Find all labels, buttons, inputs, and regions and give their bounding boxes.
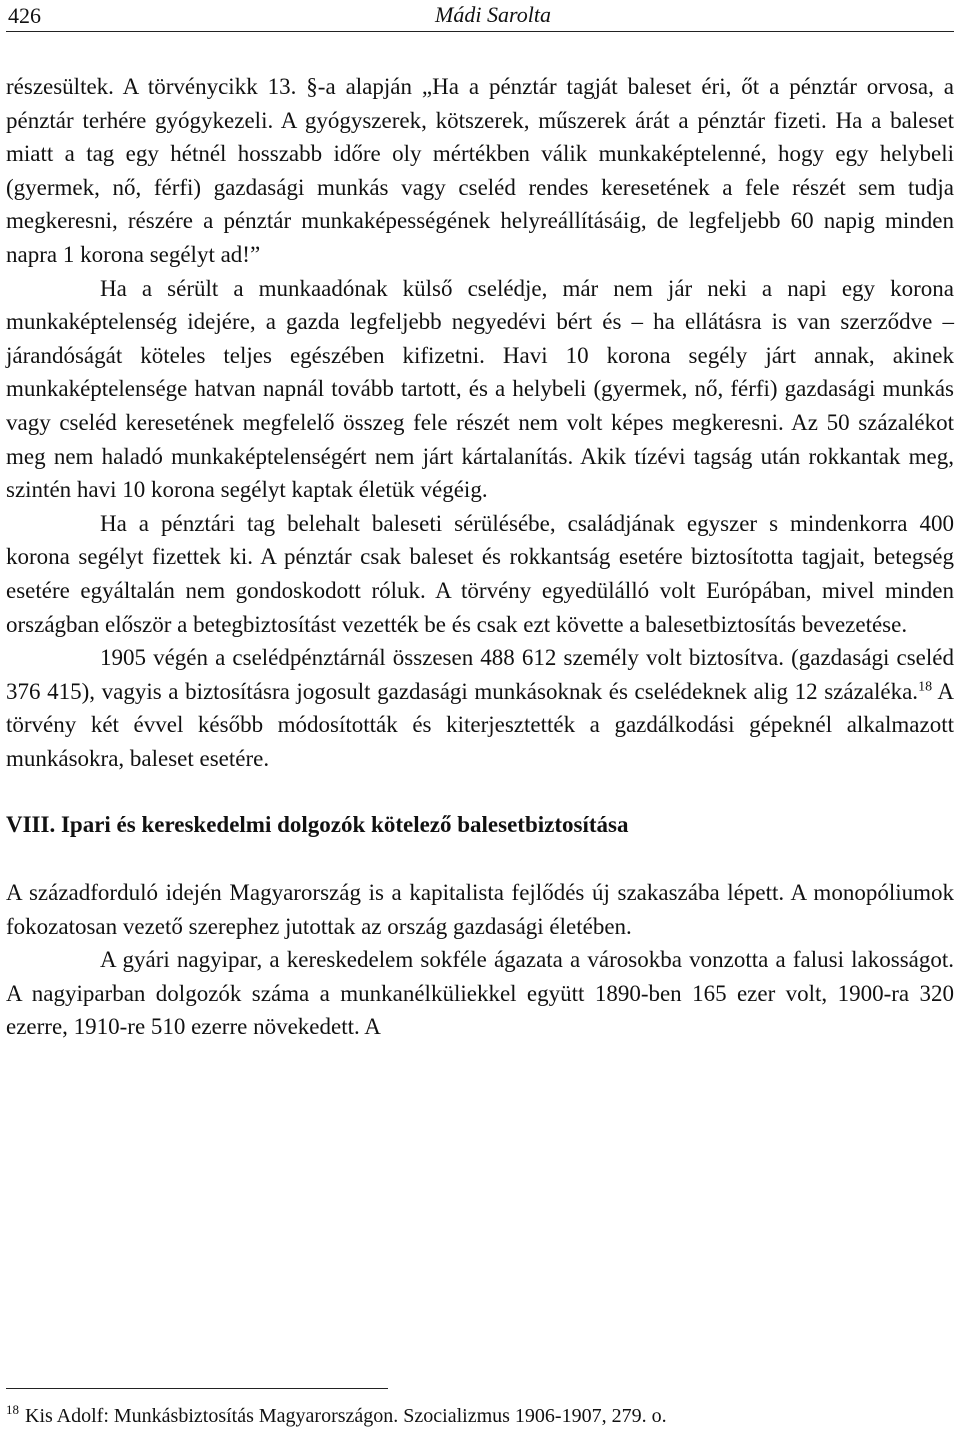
paragraph: A századforduló idején Magyarország is a kapitalista fejlődés új szakaszába lépett. A monopóliumok fokozatosan vezető szerephez jutottak az ország gazdasági életében.: [6, 880, 954, 939]
paragraph-text: 1905 végén a cselédpénztárnál összesen 488 612 személy volt biztosítva. (gazdasági cseléd 376 415), vagyis a biztosításra jogosult gazdasági munkásoknak és cselédeknek alig 12 százaléka.: [6, 645, 954, 704]
paragraph-text: A törvény két évvel később módosították és kiterjesztették a gazdálkodási gépeknél alkalmazott munkásokra, baleset esetére.: [6, 678, 955, 771]
paragraph: [6, 641, 954, 775]
footnote: [6, 1402, 954, 1430]
document-page: [6, 0, 954, 1440]
running-header-author: Mádi Sarolta: [435, 2, 551, 27]
footnote-divider: [6, 1388, 388, 1389]
footnote-text: Kis Adolf: Munkásbiztosítás Magyarországon. Szocializmus 1906-1907, 279. o.: [25, 1405, 667, 1427]
paragraph: részesültek. A törvénycikk 13. §-a alapján „Ha a pénztár tagját baleset éri, őt a pénztár orvosa, a pénztár terhére gyógykezeli. A gyógyszerek, kötszerek, műszerek árát a pénztár fizeti. Ha a baleset miatt a tag egy hétnél hosszabb időre oly mértékben válik munkaképtelenné, hogy egy helybeli (gyermek, nő, férfi) gazdasági munkás vagy cseléd rendes keresetének a fele részét sem tudja megkeresni, részére a pénztár munkaképességének helyreállításáig, de legfeljebb 60 napig minden napra 1 korona segélyt ad!”: [6, 74, 954, 267]
page-number: 426: [8, 3, 41, 28]
paragraph: Ha a pénztári tag belehalt baleseti sérülésébe, családjának egyszer s mindenkorra 400 korona segélyt fizettek ki. A pénztár csak baleset és rokkantság esetére biztosította tagjait, betegség esetére egyáltalán nem gondoskodott róluk. A törvény egyedülálló volt Európában, mivel minden országban először a betegbiztosítást vezették be és csak ezt követte a balesetbiztosítás bevezetése.: [6, 510, 954, 637]
paragraph: A gyári nagyipar, a kereskedelem sokféle ágazata a városokba vonzotta a falusi lakosságot. A nagyiparban dolgozók száma a munkanélküliekkel együtt 1890-ben 165 ezer volt, 1900-ra 320 ezerre, 1910-re 510 ezerre növekedett. A: [6, 947, 954, 1040]
running-header: [6, 0, 954, 32]
footnote-number: 18: [6, 1402, 19, 1418]
paragraph: Ha a sérült a munkaadónak külső cselédje, már nem jár neki a napi egy korona munkaképtelenség idejére, a gazda legfeljebb negyedévi bért és – ha ellátásra is van szerződve – járandóságát köteles teljes egészében kifizetni. Havi 10 korona segély járt annak, akinek munkaképtelensége hatvan napnál tovább tartott, és a helybeli (gyermek, nő, férfi) gazdasági munkás vagy cseléd keresetének megfelelő összeg fele részét nem volt képes megkeresni. Az 50 százalékot meg nem haladó munkaképtelenségért nem járt kártalanítás. Akik tízévi tagság után rokkantak meg, szintén havi 10 korona segélyt kaptak életük végéig.: [6, 275, 954, 503]
body-text: [6, 70, 954, 1044]
section-heading: VIII. Ipari és kereskedelmi dolgozók kötelező balesetbiztosítása: [6, 812, 629, 838]
footnote-reference: 18: [918, 679, 933, 695]
